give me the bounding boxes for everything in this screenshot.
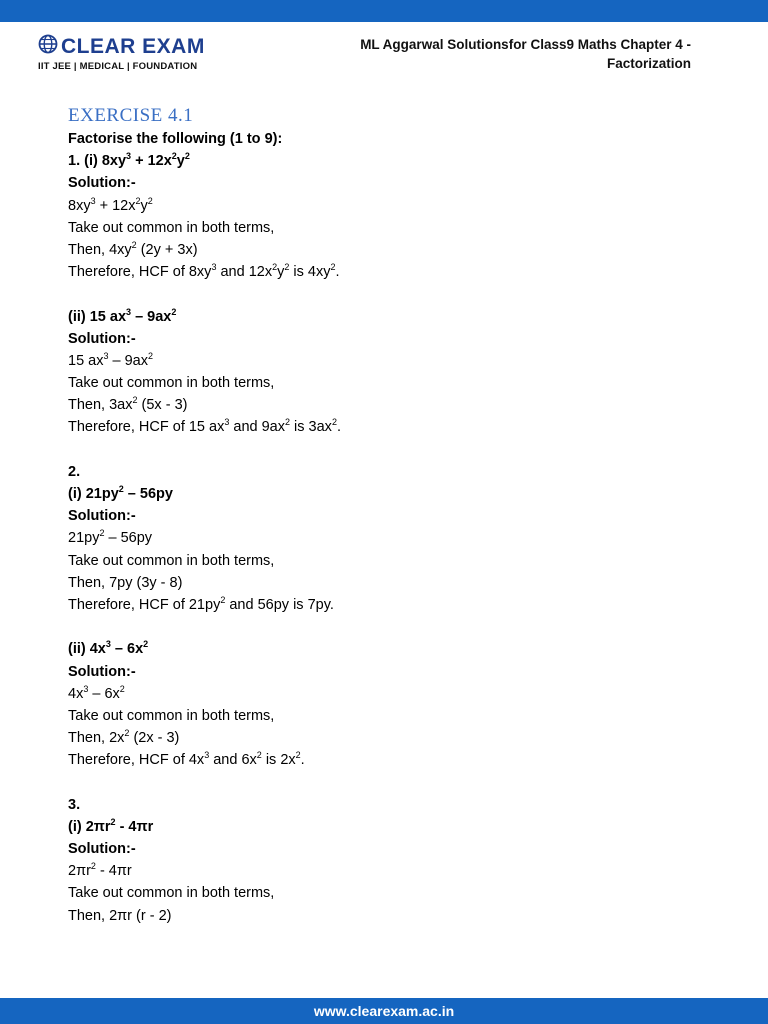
- brand-logo: [38, 34, 205, 72]
- document-header: [360, 35, 691, 73]
- question-heading: Solution:-: [68, 330, 136, 347]
- page-content: [68, 104, 728, 927]
- solution-text: Therefore, HCF of $8xy^3$ and $12x^2y^2$ is $4xy^2$.: [68, 262, 340, 281]
- question-heading: 2.: [68, 463, 81, 480]
- logo-subtitle: IIT JEE | MEDICAL | FOUNDATION: [38, 61, 198, 72]
- solution-text: Therefore, HCF of $21py^2$ and 56py is 7py.: [68, 595, 334, 613]
- question-heading: (i) $2\pi r^2 - 4\pi r$: [68, 816, 154, 835]
- solution-text: Take out common in both terms,: [68, 375, 275, 392]
- solution-text: Then, $2x^2$ (2x - 3): [68, 728, 180, 747]
- question-heading: 3.: [68, 796, 81, 813]
- solution-text: Take out common in both terms,: [68, 552, 275, 569]
- solution-text: Take out common in both terms,: [68, 707, 275, 724]
- solution-text: Then, $4xy^2$ (2y + 3x): [68, 240, 198, 258]
- footer-banner: [0, 998, 768, 1024]
- doc-title-line2: Factorization: [606, 56, 691, 71]
- exercise-title: EXERCISE 4.1: [68, 105, 194, 126]
- blank-line: [68, 771, 728, 793]
- logo-title: CLEAR EXAM: [61, 34, 205, 58]
- solution-text: Then, $3ax^2$ (5x - 3): [68, 395, 188, 414]
- solution-text: $4x^3 - 6x^2$: [68, 683, 125, 702]
- solution-text: Therefore, HCF of $4x^3$ and $6x^2$ is $2x^2$.: [68, 750, 305, 769]
- doc-title-line1: ML Aggarwal Solutionsfor Class9 Maths Chapter 4 -: [360, 37, 691, 52]
- top-banner: [0, 0, 768, 22]
- solution-text: Take out common in both terms,: [68, 885, 275, 902]
- solution-text: Then, 2πr (r - 2): [68, 907, 172, 924]
- question-heading: (i) $21py^2 - 56py$: [68, 484, 173, 502]
- blank-line: [68, 616, 728, 638]
- question-heading: 1. (i) $8xy^3 + 12x^2y^2$: [68, 151, 190, 170]
- solution-text: $8xy^3 + 12x^2y^2$: [68, 195, 153, 214]
- question-heading: Solution:-: [68, 175, 136, 192]
- blank-line: [68, 283, 728, 305]
- question-heading: (ii) $4x^3 - 6x^2$: [68, 639, 149, 658]
- solution-text: Take out common in both terms,: [68, 219, 275, 236]
- question-heading: Solution:-: [68, 508, 136, 525]
- globe-icon: [38, 34, 58, 59]
- solution-text: Then, 7py (3y - 8): [68, 574, 183, 591]
- question-heading: Solution:-: [68, 663, 136, 680]
- solution-text: 15 $ax^3 - 9ax^2$: [68, 351, 154, 369]
- solution-text: Therefore, HCF of 15 $ax^3$ and $9ax^2$ is $3ax^2$.: [68, 417, 341, 436]
- solution-text: $21py^2 - 56py$: [68, 528, 153, 547]
- question-heading: Factorise the following (1 to 9):: [68, 131, 283, 147]
- solution-lines: [68, 128, 728, 927]
- question-heading: Solution:-: [68, 841, 136, 857]
- solution-text: $2\pi r^2 - 4\pi r$: [68, 861, 132, 880]
- footer-url[interactable]: www.clearexam.ac.in: [313, 1003, 455, 1019]
- blank-line: [68, 439, 728, 461]
- question-heading: (ii) 15 $ax^3 - 9ax^2$: [68, 306, 177, 325]
